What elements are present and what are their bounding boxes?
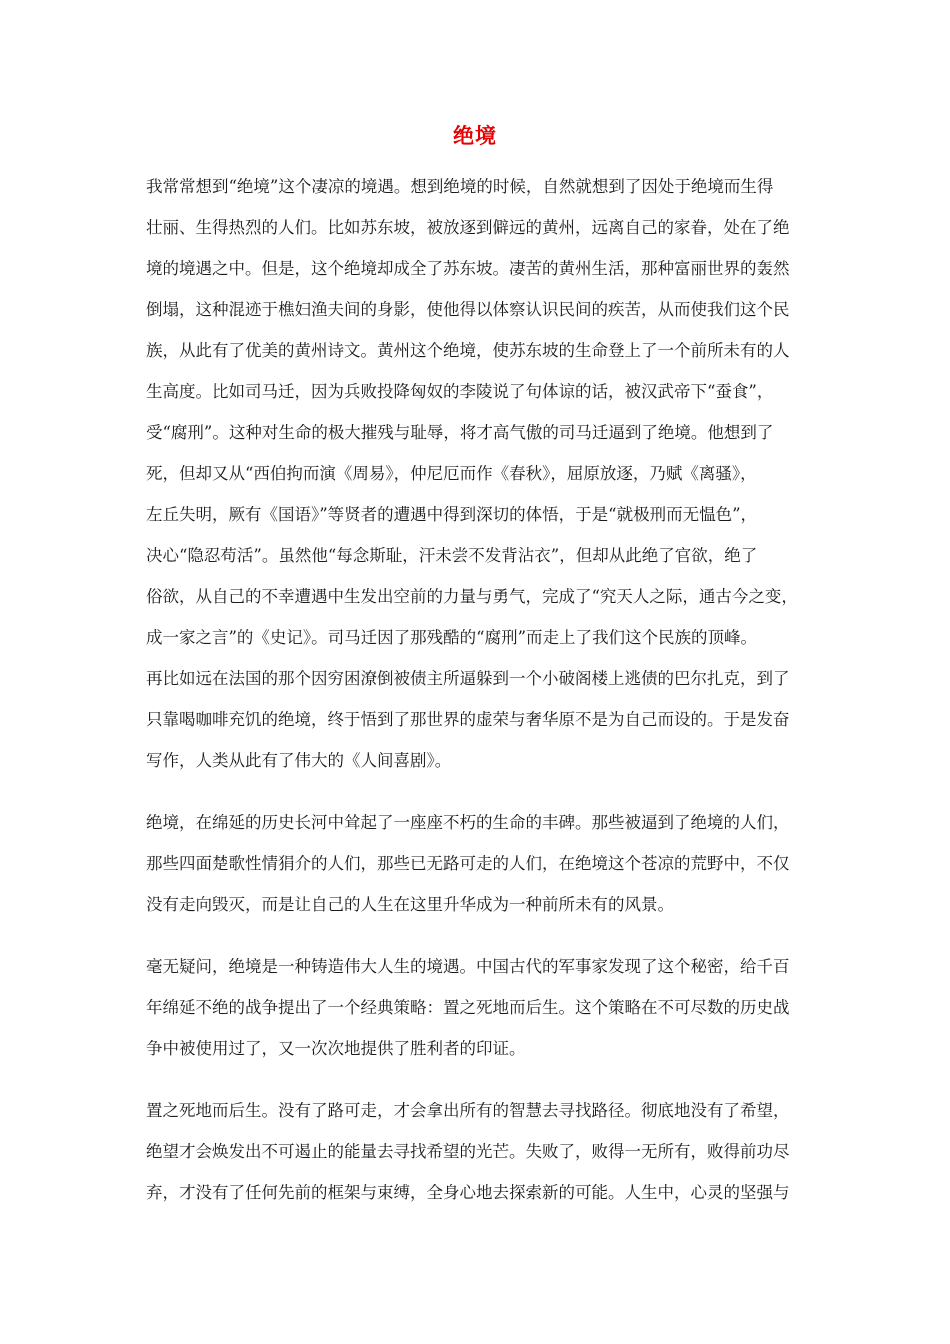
text-line: 俗欲，从自己的不幸遭遇中生发出空前的力量与勇气，完成了“究天人之际，通古今之变， [146,587,798,606]
text-line: 壮丽、生得热烈的人们。比如苏东坡，被放逐到僻远的黄州，远离自己的家眷，处在了绝 [146,218,790,237]
text-line: 那些四面楚歌性情狷介的人们，那些已无路可走的人们，在绝境这个苍凉的荒野中，不仅 [146,854,790,873]
text-line: 成一家之言”的《史记》。司马迁因了那残酷的“腐刑”而走上了我们这个民族的顶峰。 [146,628,758,647]
text-line: 争中被使用过了，又一次次地提供了胜利者的印证。 [146,1039,526,1058]
text-line: 只靠喝咖啡充饥的绝境，终于悟到了那世界的虚荣与奢华原不是为自己而设的。于是发奋 [146,710,790,729]
text-line: 族，从此有了优美的黄州诗文。黄州这个绝境，使苏东坡的生命登上了一个前所未有的人 [146,341,790,360]
document-title: 绝境 [453,124,497,148]
text-line: 弃，才没有了任何先前的框架与束缚，全身心地去探索新的可能。人生中，心灵的坚强与 [146,1183,790,1202]
text-line: 决心“隐忍苟活”。虽然他“每念斯耻，汗未尝不发背沾衣”，但却从此绝了官欲，绝了 [146,546,758,565]
text-line: 没有走向毁灭，而是让自己的人生在这里升华成为一种前所未有的风景。 [146,895,674,914]
text-line: 倒塌，这种混迹于樵妇渔夫间的身影，使他得以体察认识民间的疾苦，从而使我们这个民 [146,300,790,319]
text-line: 绝境，在绵延的历史长河中耸起了一座座不朽的生命的丰碑。那些被逼到了绝境的人们， [146,813,790,832]
text-line: 生高度。比如司马迁，因为兵败投降匈奴的李陵说了句体谅的话，被汉武帝下“蚕食”， [146,382,774,401]
text-line: 毫无疑问，绝境是一种铸造伟大人生的境遇。中国古代的军事家发现了这个秘密，给千百 [146,957,790,976]
text-line: 受“腐刑”。这种对生命的极大摧残与耻辱，将才高气傲的司马迁逼到了绝境。他想到了 [146,423,774,442]
text-line: 境的境遇之中。但是，这个绝境却成全了苏东坡。凄苦的黄州生活，那种富丽世界的轰然 [146,259,790,278]
text-line: 置之死地而后生。没有了路可走，才会拿出所有的智慧去寻找路径。彻底地没有了希望， [146,1101,790,1120]
text-line: 再比如远在法国的那个因穷困潦倒被债主所逼躲到一个小破阁楼上逃债的巴尔扎克，到了 [146,669,790,688]
text-line: 绝望才会焕发出不可遏止的能量去寻找希望的光芒。失败了，败得一无所有，败得前功尽 [146,1142,790,1161]
text-line: 写作，人类从此有了伟大的《人间喜剧》。 [146,751,452,770]
text-line: 年绵延不绝的战争提出了一个经典策略：置之死地而后生。这个策略在不可尽数的历史战 [146,998,790,1017]
text-line: 我常常想到“绝境”这个凄凉的境遇。想到绝境的时候，自然就想到了因处于绝境而生得 [146,177,774,196]
text-line: 死，但却又从“西伯拘而演《周易》，仲尼厄而作《春秋》，屈原放逐，乃赋《离骚》， [146,464,757,483]
text-line: 左丘失明，厥有《国语》”等贤者的遭遇中得到深切的体悟，于是“就极刑而无愠色”， [146,505,758,524]
